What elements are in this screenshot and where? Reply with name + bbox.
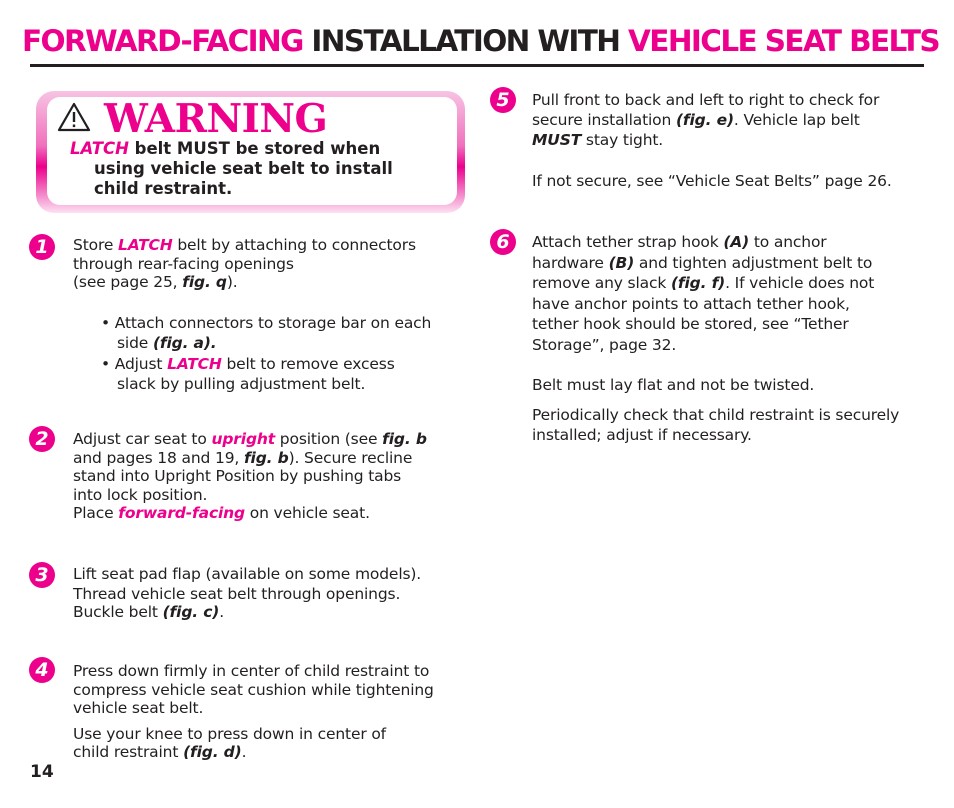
step-4-number-badge: 4: [29, 657, 55, 683]
page-number: 14: [30, 762, 54, 782]
title-forward-facing: FORWARD-FACING: [22, 24, 303, 58]
warning-line3: child restraint.: [94, 179, 233, 198]
s1-c-pre: (see page 25,: [73, 273, 183, 291]
s6-c-fig: (fig. f): [670, 274, 726, 292]
s6-g: Belt must lay flat and not be twisted.: [532, 376, 815, 394]
step-2-number-badge: 2: [29, 426, 55, 452]
s6-i: installed; adjust if necessary.: [532, 426, 752, 444]
s1-bul1-a: • Attach connectors to storage bar on each: [101, 313, 432, 332]
title-vehicle-seat-belts: VEHICLE SEAT BELTS: [628, 24, 940, 58]
title-rule: [30, 64, 924, 67]
s2-b-pre: and pages 18 and 19,: [73, 448, 244, 467]
s5-d: If not secure, see “Vehicle Seat Belts” page 26.: [532, 172, 892, 190]
s4-a: Press down firmly in center of child restraint to: [73, 662, 430, 680]
s1-bul1-b-fig: (fig. a).: [152, 334, 217, 352]
s3-c-fig: (fig. c): [162, 603, 220, 621]
s2-e-rest: on vehicle seat.: [244, 504, 370, 522]
step-6-number-badge: 6: [490, 229, 516, 255]
step-5-text: [532, 90, 932, 191]
s6-f: Storage”, page 32.: [532, 335, 677, 354]
s4-e-fig: (fig. d): [183, 743, 242, 761]
s1-bullet-1: [73, 314, 468, 333]
s1-b: through rear-facing openings: [73, 254, 294, 273]
s5-b-pre: secure installation: [532, 111, 676, 129]
s2-b-rest: ). Secure recline: [288, 448, 413, 467]
s6-b-pre: hardware: [532, 253, 609, 272]
s2-a-mid: position (see: [275, 430, 383, 448]
warning-line1: belt MUST be stored when: [128, 139, 381, 158]
s1-bullet-2: [73, 355, 468, 374]
s2-d: into lock position.: [73, 485, 208, 504]
s1-bul1-b-pre: side: [117, 334, 153, 352]
s5-b-fig: (fig. e): [675, 111, 734, 129]
s2-a-fig: fig. b: [382, 430, 427, 448]
step-2-text: [73, 430, 468, 523]
step-6-text: [532, 232, 932, 446]
s6-a-rest: to anchor: [749, 233, 827, 251]
s2-b-fig: fig. b: [243, 448, 289, 467]
s4-d: Use your knee to press down in center of: [73, 724, 386, 743]
warning-line2: using vehicle seat belt to install: [94, 159, 393, 178]
s1-latch: LATCH: [118, 236, 173, 254]
warning-triangle-icon: [57, 102, 91, 132]
s1-c-post: ).: [226, 273, 238, 291]
title-installation-with: INSTALLATION WITH: [302, 24, 629, 58]
s1-bul2-latch: LATCH: [167, 354, 222, 373]
s6-a-pre: Attach tether strap hook: [532, 233, 724, 251]
s5-a: Pull front to back and left to right to check for: [532, 91, 880, 109]
s3-a: Lift seat pad flap (available on some models).: [73, 565, 422, 583]
s2-a-pre: Adjust car seat to: [73, 430, 212, 448]
s5-c-rest: stay tight.: [581, 131, 664, 149]
step-1-text: [73, 236, 468, 394]
s5-b-rest: . Vehicle lap belt: [733, 111, 860, 129]
s1-bul2-pre: • Adjust: [101, 354, 168, 373]
s6-b-rest: and tighten adjustment belt to: [634, 253, 873, 272]
s6-h: Periodically check that child restraint is securely: [532, 405, 900, 424]
step-3-text: [73, 565, 468, 622]
s1-c-fig: fig. q: [182, 273, 227, 291]
s2-c: stand into Upright Position by pushing tabs: [73, 467, 402, 485]
s6-c-rest: . If vehicle does not: [725, 274, 875, 292]
s4-e-post: .: [241, 743, 247, 761]
s6-a-fig: (A): [723, 233, 750, 251]
s3-c-post: .: [219, 603, 224, 621]
s2-upright: upright: [211, 430, 276, 448]
s2-e-pre: Place: [73, 504, 119, 522]
s2-forward-facing: forward-facing: [118, 504, 245, 522]
s6-e: tether hook should be stored, see “Tether: [532, 315, 849, 333]
s6-c-pre: remove any slack: [532, 274, 671, 292]
s5-must: MUST: [532, 131, 582, 149]
page-title: [22, 22, 944, 60]
s4-b: compress vehicle seat cushion while tightening: [73, 680, 434, 699]
s1-a: belt by attaching to connectors: [172, 236, 416, 254]
step-4-text: [73, 662, 468, 762]
warning-latch: LATCH: [70, 139, 129, 158]
s1-bul2-b: slack by pulling adjustment belt.: [117, 375, 366, 393]
s3-b: Thread vehicle seat belt through openings.: [73, 584, 401, 603]
warning-heading: WARNING: [104, 96, 328, 142]
s6-b-fig: (B): [608, 253, 635, 272]
s1-bul2-rest: belt to remove excess: [221, 354, 395, 373]
s1-store: Store: [73, 236, 118, 254]
s3-c-pre: Buckle belt: [73, 603, 163, 621]
s6-d: have anchor points to attach tether hook,: [532, 294, 850, 313]
step-5-number-badge: 5: [490, 87, 516, 113]
warning-text: [70, 139, 450, 199]
s4-c: vehicle seat belt.: [73, 699, 204, 717]
step-1-number-badge: 1: [29, 234, 55, 260]
s4-e-pre: child restraint: [73, 743, 184, 761]
step-3-number-badge: 3: [29, 562, 55, 588]
